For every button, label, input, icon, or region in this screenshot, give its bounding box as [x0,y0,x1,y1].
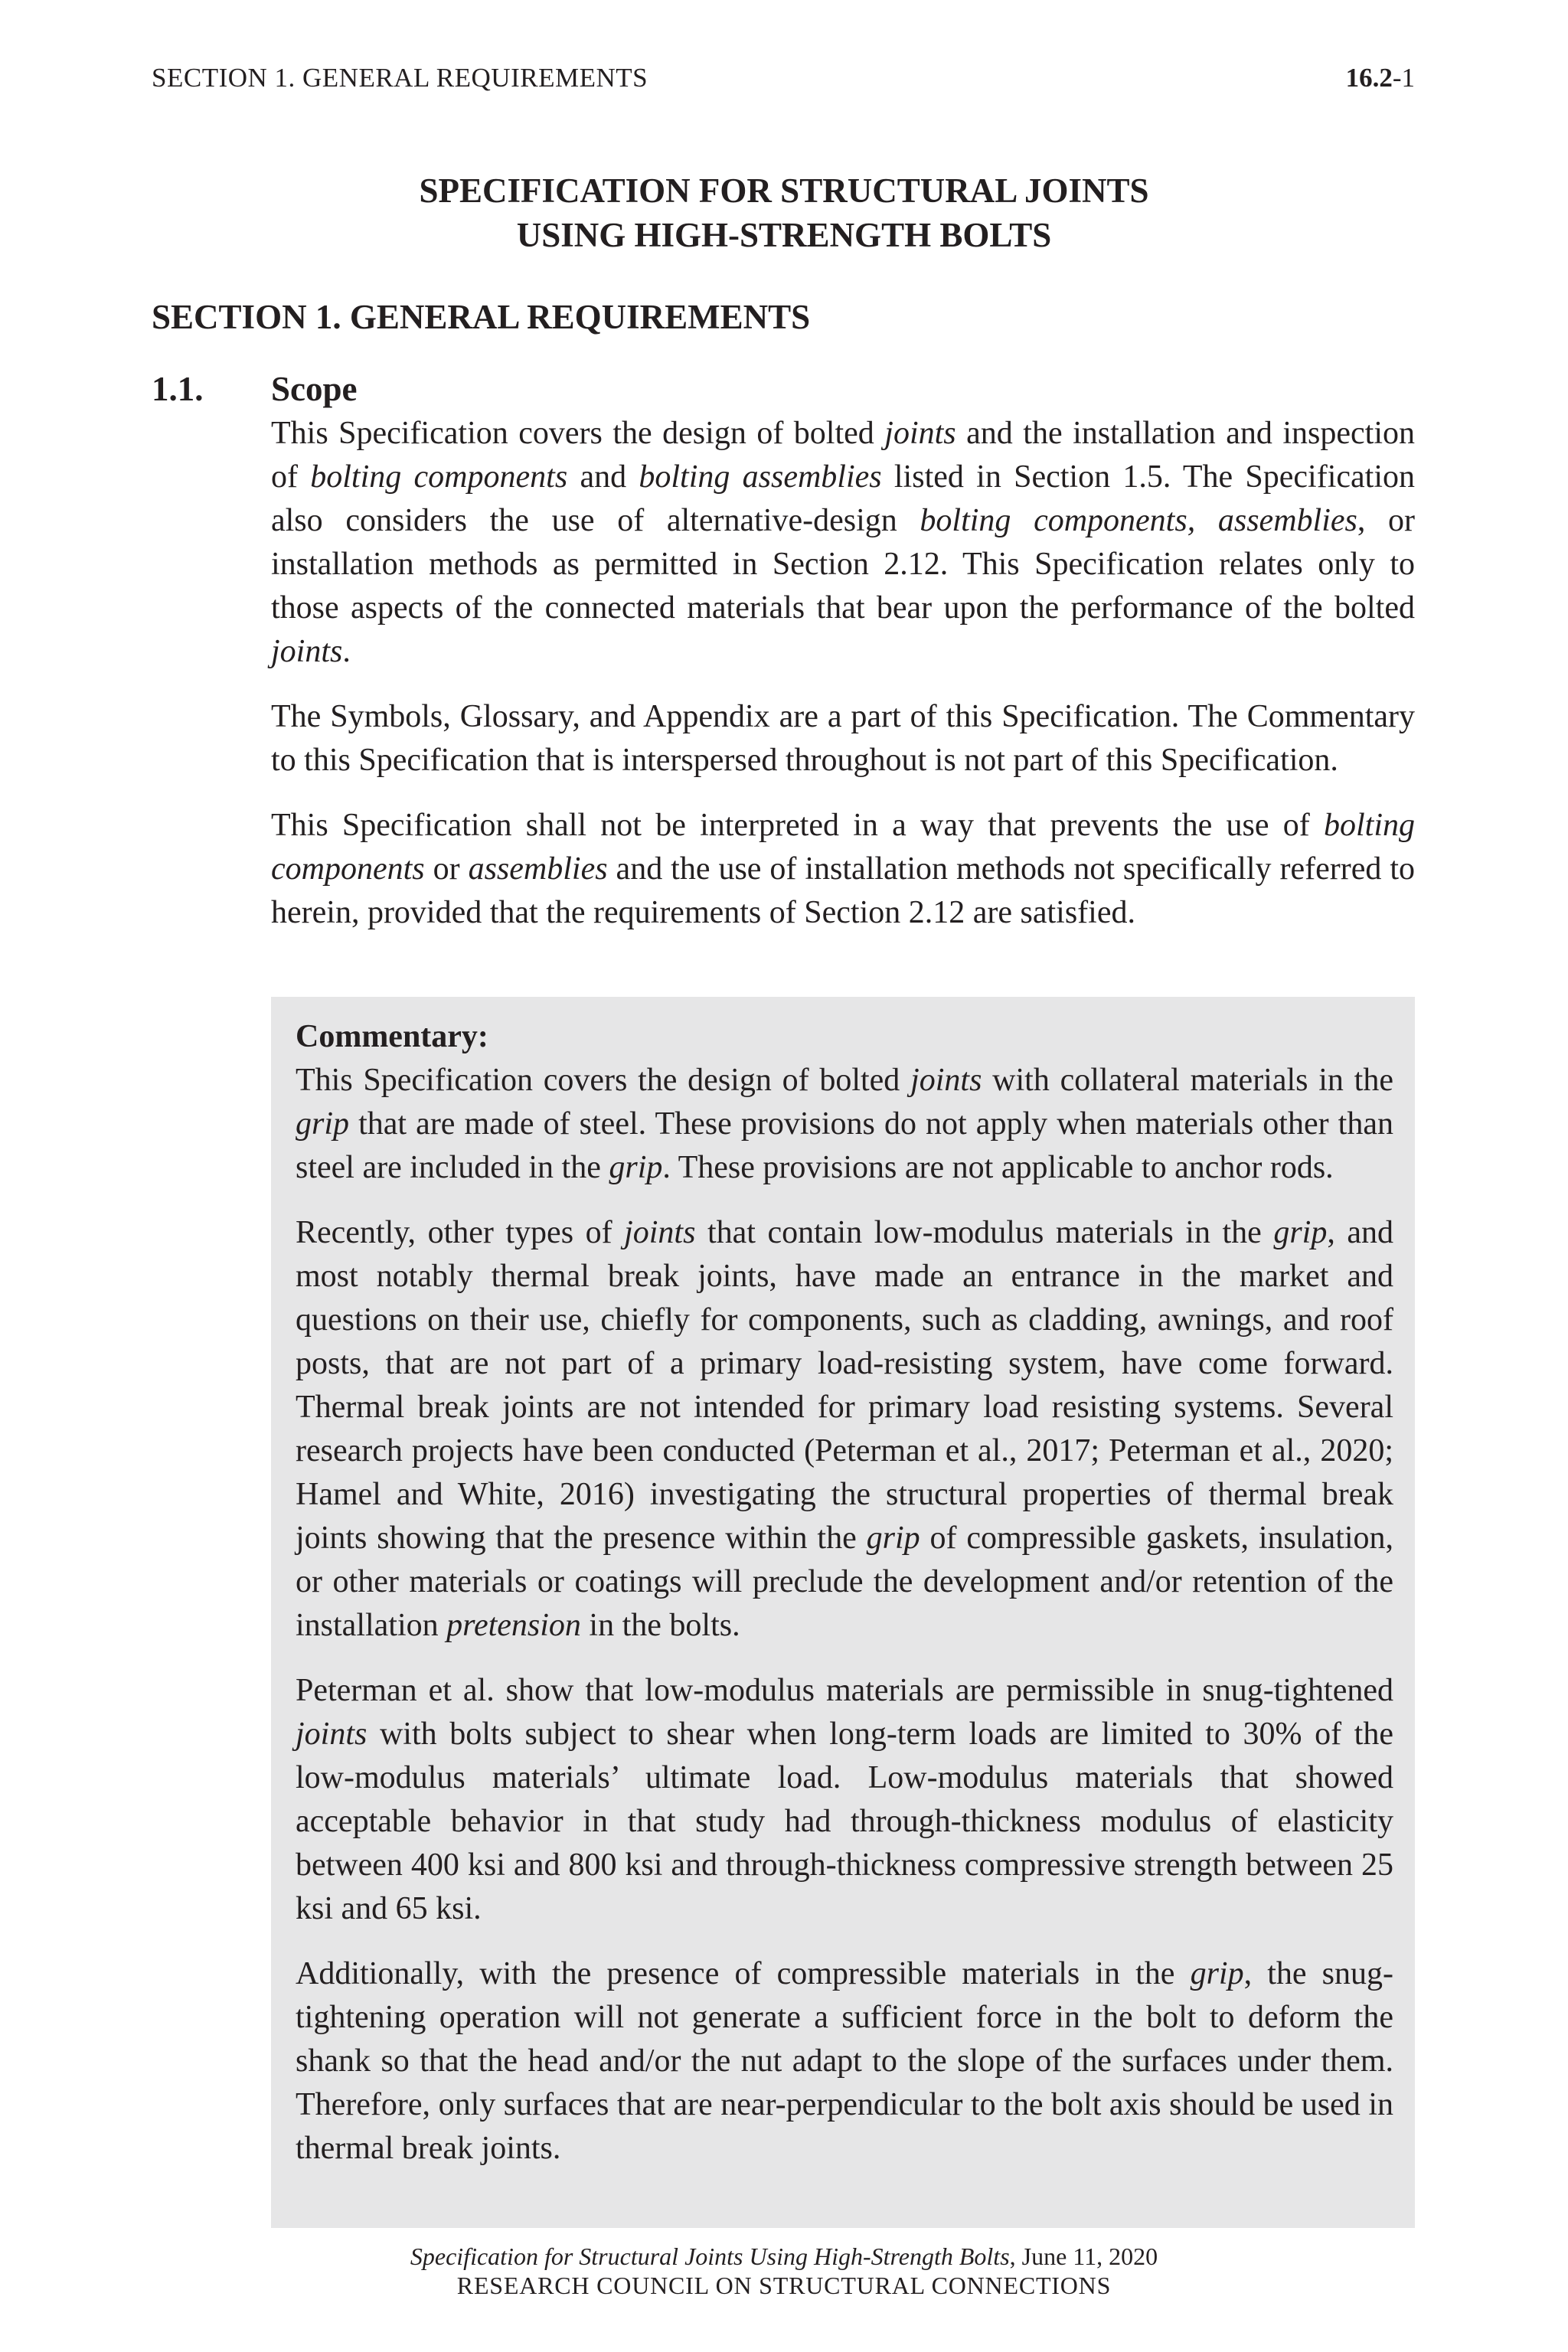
text-run: This Specification covers the design of bolted [296,1063,911,1098]
text-run: Recently, other types of [296,1215,625,1250]
italic-term: grip [866,1521,920,1556]
footer-document-title: Specification for Structural Joints Using High-Strength Bolts [410,2243,1010,2270]
scope-paragraph-2: The Symbols, Glossary, and Appendix are a part of this Specification. The Commentary to this Specification that is interspersed throughout is not part of this Specification. [271,699,1415,778]
text-run: and the installation and inspection of [271,416,1415,495]
italic-term: joints [884,416,956,451]
subsection-title: Scope [271,370,358,408]
text-run: Additionally, with the presence of compressible materials in the [296,1956,1191,1991]
italic-term: joints [624,1215,696,1250]
page-number-bold: 16.2 [1345,63,1393,93]
italic-term: joints [910,1063,982,1098]
text-run: This Specification covers the design of bolted [271,416,885,451]
italic-term: grip [1190,1956,1244,1991]
page-footer [0,2242,1568,2300]
text-run: This Specification shall not be interpreted in a way that prevents the use of [271,808,1324,843]
page-number [1346,61,1415,95]
commentary-paragraph-1 [296,1059,1393,1190]
text-run: . These provisions are not applicable to anchor rods. [662,1150,1334,1185]
italic-term: assemblies [468,851,608,887]
commentary-box [271,997,1415,2228]
text-run: . [342,634,351,669]
italic-term: bolting components [310,459,568,495]
scope-body [271,412,1415,956]
scope-paragraph-1 [271,412,1415,674]
italic-term: bolting components, assemblies [920,503,1357,538]
text-run: listed in Section 1.5. The Specification also considers the use of alternative-design [271,459,1415,538]
document-title [0,168,1568,257]
italic-term: pretension [446,1608,581,1643]
page-number-rest: -1 [1392,63,1415,93]
subsection-number: 1.1. [152,370,204,408]
text-run: , and most notably thermal break joints, have made an entrance in the market and questions on their use, chiefly for components, such as cladding, awnings, and roof posts, that are not part of a primary load-resisting system, have come forward. Thermal break joints are not intended for primary load resisting systems. Several research projects have been conducted (Peterman et al., 2017; Peterman et al., 2020; Hamel and White, 2016) investigating the structural properties of thermal break joints showing that the presence within the [296,1215,1393,1556]
text-run: , the snug-tightening operation will not generate a sufficient force in the bolt to deform the shank so that the head and/or the nut adapt to the slope of the surfaces under them. Therefore, only surfaces that are near-perpendicular to the bolt axis should be used in thermal break joints. [296,1956,1393,2166]
commentary-paragraph-3 [296,1669,1393,1931]
italic-term: grip [1273,1215,1328,1250]
running-header-section: SECTION 1. GENERAL REQUIREMENTS [152,63,648,93]
document-title-line2: USING HIGH-STRENGTH BOLTS [516,216,1052,254]
document-title-line1: SPECIFICATION FOR STRUCTURAL JOINTS [419,172,1149,210]
scope-paragraph-3 [271,804,1415,935]
italic-term: joints [296,1717,368,1752]
text-run: Peterman et al. show that low-modulus materials are permissible in snug-tightened [296,1673,1393,1708]
italic-term: grip [296,1106,350,1142]
italic-term: bolting components [271,808,1415,887]
section-heading: SECTION 1. GENERAL REQUIREMENTS [152,298,811,336]
footer-publisher: RESEARCH COUNCIL ON STRUCTURAL CONNECTIONS [456,2272,1112,2299]
italic-term: bolting assemblies [639,459,882,495]
italic-term: grip [609,1150,663,1185]
commentary-paragraph-2 [296,1211,1393,1648]
text-run: with bolts subject to shear when long-term loads are limited to 30% of the low-modulus materials’ ultimate load. Low-modulus materials that showed acceptable behavior in that study had through-thickness modulus of elasticity between 400 ksi and 800 ksi and through-thickness compressive strength between 25 ksi and 65 ksi. [296,1717,1393,1926]
text-run: in the bolts. [580,1608,740,1643]
text-run: , or installation methods as permitted in Section 2.12. This Specification relates only to those aspects of the connected materials that bear upon the performance of the bolted [271,503,1416,626]
text-run: with collateral materials in the [982,1063,1393,1098]
text-run: or [424,851,469,887]
italic-term: joints [271,634,343,669]
text-run: of compressible gaskets, insulation, or other materials or coatings will preclude the development and/or retention of the installation [296,1521,1393,1643]
text-run: and the use of installation methods not specifically referred to herein, provided that the requirements of Section 2.12 are satisfied. [271,851,1415,930]
text-run: that contain low-modulus materials in the [695,1215,1274,1250]
footer-date: , June 11, 2020 [1009,2243,1158,2270]
commentary-title: Commentary: [296,1019,488,1054]
text-run: and [567,459,639,495]
commentary-paragraph-4 [296,1952,1393,2171]
running-header [152,61,1415,95]
text-run: that are made of steel. These provisions do not apply when materials other than steel are included in the [296,1106,1393,1185]
footer-citation [0,2242,1568,2271]
